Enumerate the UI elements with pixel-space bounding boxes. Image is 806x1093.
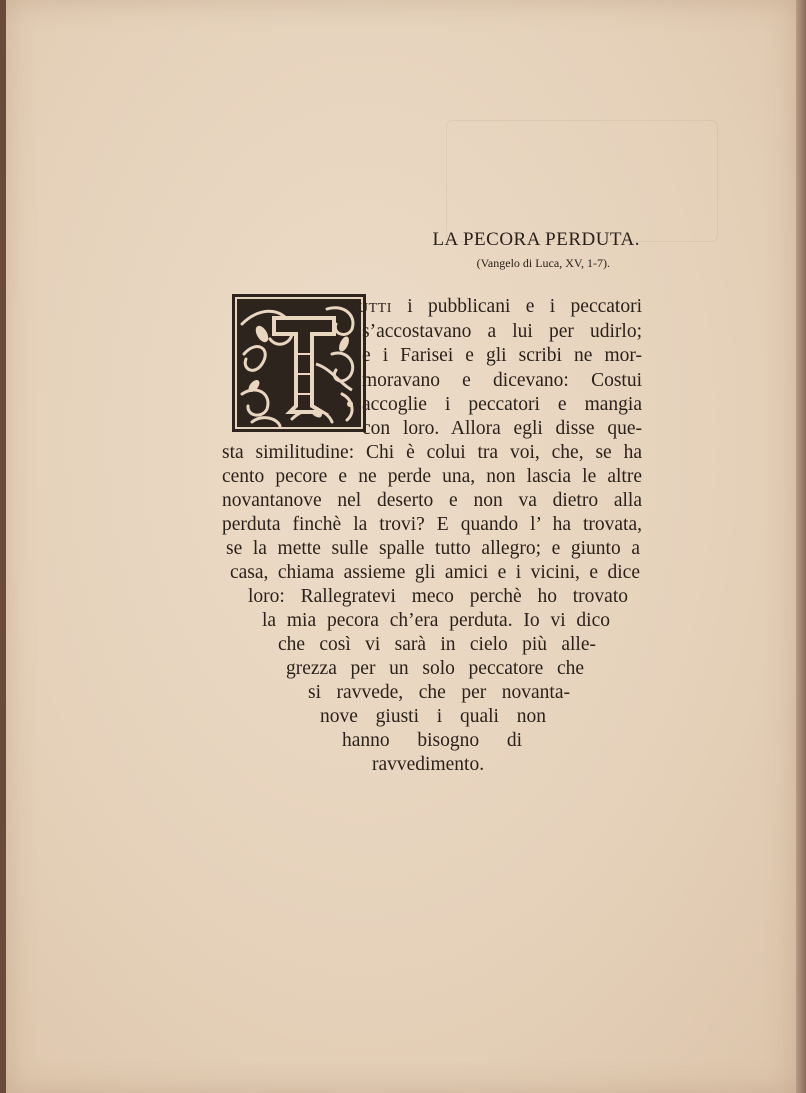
text-line-11: se la mette sulle spalle tutto allegro; e giunto a <box>226 538 640 559</box>
dropcap-word-rest: utti <box>358 296 392 317</box>
text-line-19: hanno bisogno di <box>342 730 522 751</box>
text-line-9: novantanove nel deserto e non va dietro alla <box>222 490 642 511</box>
text-line-1-rest: i pubblicani e i peccatori <box>391 296 642 317</box>
book-page <box>6 0 796 1093</box>
text-line-7: sta similitudine: Chi è colui tra voi, che, se ha <box>222 442 642 463</box>
text-line-18: nove giusti i quali non <box>320 706 546 727</box>
show-through-ornament <box>446 120 718 242</box>
text-line-8: cento pecore e ne perde una, non lascia le altre <box>222 466 642 487</box>
bible-citation: (Vangelo di Luca, XV, 1-7). <box>476 256 610 270</box>
text-line-15: che così vi sarà in cielo più alle- <box>278 634 596 655</box>
text-line-5: accoglie i peccatori e mangia <box>362 394 642 415</box>
ornamental-initial-icon <box>232 294 366 432</box>
text-line-6: con loro. Allora egli disse que- <box>362 418 642 439</box>
text-line-13: loro: Rallegratevi meco perchè ho trovato <box>248 586 628 607</box>
text-line-1 <box>358 297 642 317</box>
text-line-16: grezza per un solo peccatore che <box>286 658 584 679</box>
text-line-17: si ravvede, che per novanta- <box>308 682 570 703</box>
text-line-12: casa, chiama assieme gli amici e i vicini, e dice <box>230 562 640 583</box>
page-title: LA PECORA PERDUTA. <box>432 229 640 250</box>
text-line-10: perduta finchè la trovi? E quando l’ ha trovata, <box>222 514 642 535</box>
text-line-2: s’accostavano a lui per udirlo; <box>362 321 642 342</box>
text-line-3: e i Farisei e gli scribi ne mor- <box>362 345 642 366</box>
text-line-14: la mia pecora ch’era perduta. Io vi dico <box>262 610 610 631</box>
page-edge <box>796 0 806 1093</box>
text-line-4: moravano e dicevano: Costui <box>362 370 642 391</box>
text-line-20: ravvedimento. <box>372 754 485 775</box>
